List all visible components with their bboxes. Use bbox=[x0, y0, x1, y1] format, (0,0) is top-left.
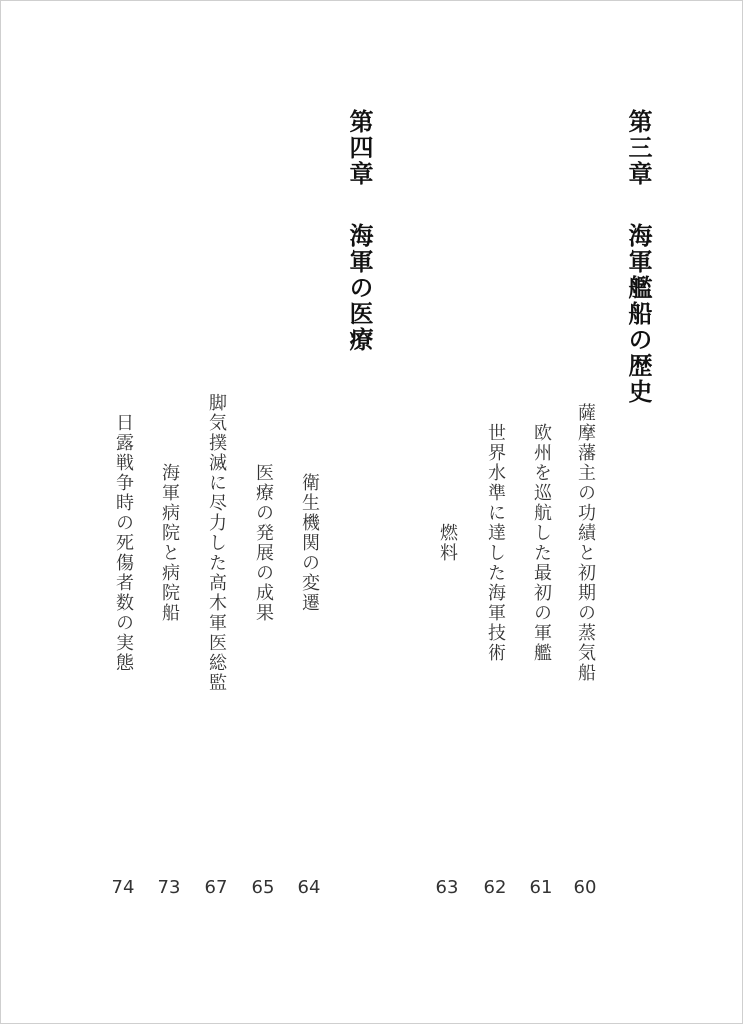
toc-entry-title: 燃料 bbox=[437, 523, 458, 563]
page-number: 67 bbox=[204, 877, 228, 898]
chapter-3-title: 海軍艦船の歴史 bbox=[624, 223, 652, 405]
toc-entry[interactable] bbox=[156, 213, 182, 873]
toc-entry-title: 欧州を巡航した最初の軍艦 bbox=[531, 423, 552, 663]
page-number: 64 bbox=[297, 877, 321, 898]
toc-entry[interactable] bbox=[572, 213, 598, 873]
chapter-4-title: 海軍の医療 bbox=[345, 223, 373, 353]
toc-entry[interactable] bbox=[482, 213, 508, 873]
toc-entry-title: 医療の発展の成果 bbox=[253, 463, 274, 623]
page-number: 65 bbox=[251, 877, 275, 898]
toc-entry[interactable] bbox=[528, 213, 554, 873]
page-number: 62 bbox=[483, 877, 507, 898]
toc-entry-title: 海軍病院と病院船 bbox=[159, 463, 180, 623]
toc-entry-title: 衛生機関の変遷 bbox=[299, 473, 320, 613]
toc-entry-title: 脚気撲滅に尽力した高木軍医総監 bbox=[206, 393, 227, 693]
toc-entry[interactable] bbox=[250, 213, 276, 873]
toc-entry[interactable] bbox=[203, 213, 229, 873]
chapter-4-number: 第四章 bbox=[345, 109, 373, 187]
toc-entry-title: 薩摩藩主の功績と初期の蒸気船 bbox=[575, 403, 596, 683]
chapter-3-heading bbox=[621, 109, 656, 405]
page-number: 61 bbox=[529, 877, 553, 898]
toc-entry[interactable] bbox=[296, 213, 322, 873]
toc-entry[interactable] bbox=[434, 213, 460, 873]
page-number: 74 bbox=[111, 877, 135, 898]
chapter-4-heading bbox=[342, 109, 377, 353]
toc-entry[interactable] bbox=[110, 213, 136, 873]
page-number: 73 bbox=[157, 877, 181, 898]
chapter-3-number: 第三章 bbox=[624, 109, 652, 187]
page-number: 63 bbox=[435, 877, 459, 898]
toc-entry-title: 世界水準に達した海軍技術 bbox=[485, 423, 506, 663]
page-number: 60 bbox=[573, 877, 597, 898]
toc-entry-title: 日露戦争時の死傷者数の実態 bbox=[113, 413, 134, 673]
